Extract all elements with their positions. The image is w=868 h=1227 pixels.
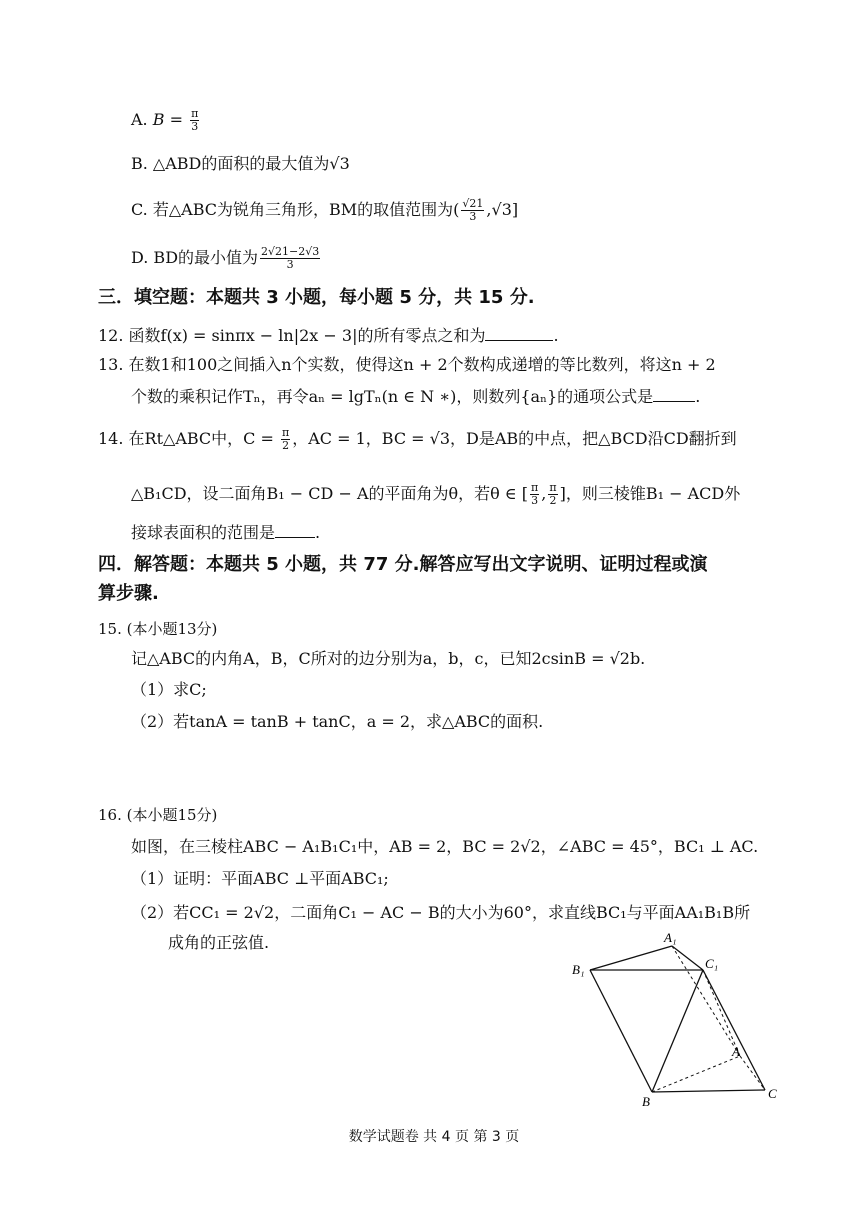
q12-text: 12. 函数f(x) = sinπx − ln|2x − 3|的所有零点之和为 — [98, 326, 486, 345]
edge-c1-c — [703, 970, 765, 1090]
question-15-header: 15. (本小题13分) — [98, 620, 218, 638]
question-16-part2-line1: （2）若CC₁ = 2√2，二面角C₁ − AC − B的大小为60°，求直线BC₁与平面AA₁B₁B所 — [131, 903, 751, 922]
question-14-line2 — [131, 482, 740, 507]
edge-c1-b — [652, 970, 703, 1092]
option-b: B. △ABD的面积的最大值为√3 — [131, 154, 350, 173]
q14-comma: , — [541, 484, 547, 503]
option-d — [131, 246, 322, 271]
label-a: A — [732, 1044, 740, 1059]
frac-numerator: π — [191, 107, 199, 120]
option-a-fraction — [190, 108, 199, 133]
question-13-line2 — [131, 386, 700, 408]
frac-numerator: 2√21−2√3 — [261, 245, 320, 258]
q13-end: . — [695, 387, 701, 406]
option-c-prefix: C. 若△ABC为锐角三角形，BM的取值范围为( — [131, 200, 460, 219]
option-a-label: A. — [131, 110, 153, 129]
frac-denominator: 2 — [282, 439, 290, 452]
option-c-suffix: ,√3] — [486, 200, 519, 219]
question-14-line3 — [131, 522, 320, 544]
q12-end: . — [553, 326, 559, 345]
label-a1: A₁ — [664, 930, 677, 945]
frac-numerator: π — [549, 481, 557, 494]
page-footer: 数学试题卷 共 4 页 第 3 页 — [348, 1129, 520, 1145]
option-c — [131, 198, 518, 223]
question-13-line1: 13. 在数1和100之间插入n个实数，使得这n + 2个数构成递增的等比数列，将这n + 2 — [98, 355, 716, 374]
question-16-stem: 如图，在三棱柱ABC − A₁B₁C₁中，AB = 2，BC = 2√2，∠ABC = 45°，BC₁ ⊥ AC. — [131, 837, 759, 856]
q14-text-d: ]，则三棱锥B₁ − ACD外 — [559, 484, 741, 503]
question-16-header: 16. (本小题15分) — [98, 806, 218, 824]
frac-denominator: 3 — [286, 258, 294, 271]
answer-blank — [485, 326, 553, 341]
edge-a-c-hidden — [740, 1056, 765, 1090]
label-b: B — [642, 1094, 650, 1108]
option-c-fraction — [461, 198, 484, 223]
section-3-heading: 三．填空题：本题共 3 小题，每小题 5 分，共 15 分. — [98, 287, 535, 308]
option-d-fraction — [260, 246, 320, 271]
frac-numerator: π — [531, 481, 539, 494]
q14-text-b: ，AC = 1，BC = √3，D是AB的中点，把△BCD沿CD翻折到 — [292, 429, 737, 448]
section-4-heading-line1: 四．解答题：本题共 5 小题，共 77 分.解答应写出文字说明、证明过程或演 — [98, 554, 708, 575]
question-15-part1: （1）求C; — [131, 680, 207, 699]
label-c1: C₁ — [705, 956, 719, 971]
question-16-part1: （1）证明：平面ABC ⊥平面ABC₁; — [131, 869, 389, 888]
question-15-part2: （2）若tanA = tanB + tanC，a = 2，求△ABC的面积. — [131, 712, 544, 731]
answer-blank — [275, 523, 315, 538]
option-a-expr: B = — [152, 110, 189, 129]
frac-numerator: π — [282, 426, 290, 439]
answer-blank — [653, 387, 695, 402]
edge-b1-b — [590, 970, 652, 1092]
edge-b1-a1 — [590, 946, 672, 970]
prism-figure — [560, 928, 790, 1108]
q14-text-a: 14. 在Rt△ABC中，C = — [98, 429, 279, 448]
question-15-stem: 记△ABC的内角A，B，C所对的边分别为a，b，c，已知2csinB = √2b. — [131, 649, 646, 668]
edge-b-c — [652, 1090, 765, 1092]
q14-fraction — [281, 427, 290, 452]
label-c: C — [768, 1086, 777, 1101]
frac-denominator: 3 — [469, 210, 477, 223]
q14-fraction-pi-2 — [548, 482, 557, 507]
q14-text-e: 接球表面积的范围是 — [131, 523, 276, 542]
label-b1: B₁ — [572, 962, 585, 977]
option-d-prefix: D. BD的最小值为 — [131, 248, 259, 267]
question-16-part2-line2: 成角的正弦值. — [168, 933, 270, 952]
q14-text-c: △B₁CD，设二面角B₁ − CD − A的平面角为θ，若θ ∈ [ — [131, 484, 529, 503]
q14-fraction-pi-3 — [530, 482, 539, 507]
question-14-line1 — [98, 427, 737, 452]
question-12 — [98, 325, 559, 347]
q14-end: . — [315, 523, 321, 542]
q13-text: 个数的乘积记作Tₙ，再令aₙ = lgTₙ(n ∈ N ∗)，则数列{aₙ}的通项公式是 — [131, 387, 654, 406]
frac-denominator: 2 — [549, 494, 557, 507]
frac-numerator: √21 — [462, 197, 484, 210]
section-4-heading-line2: 算步骤. — [98, 583, 159, 604]
option-a — [131, 108, 201, 133]
frac-denominator: 3 — [531, 494, 539, 507]
edge-a1-c1 — [672, 946, 703, 970]
frac-denominator: 3 — [191, 120, 199, 133]
